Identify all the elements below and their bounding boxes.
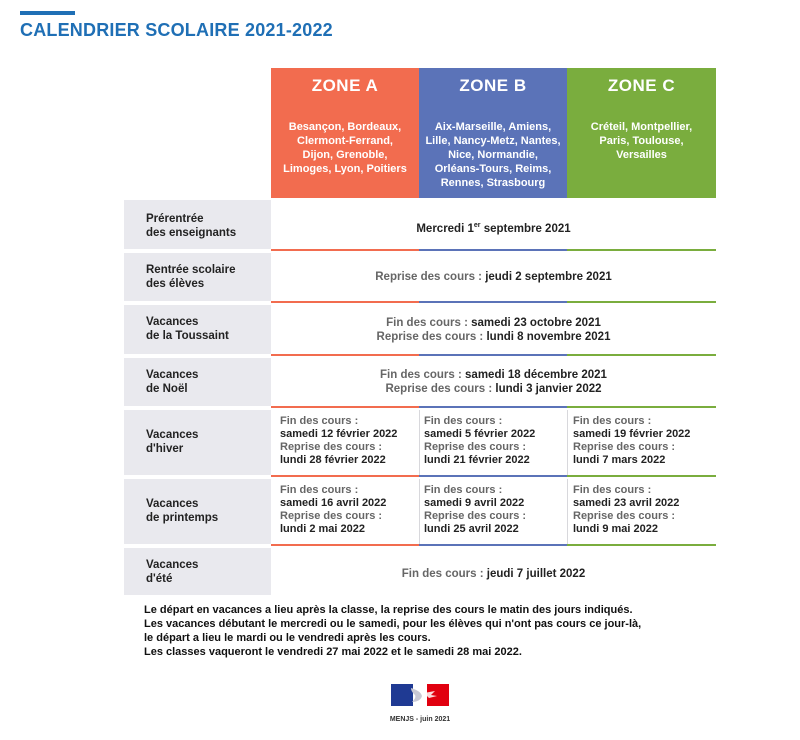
hiver-zone-c xyxy=(573,415,690,467)
city-line: Besançon, Bordeaux, xyxy=(288,121,402,133)
end-date: samedi 5 février 2022 xyxy=(424,428,536,440)
label-line: Prérentrée xyxy=(146,213,204,225)
city-line: Rennes, Strasbourg xyxy=(440,177,546,189)
row-label-prerentree xyxy=(124,200,271,249)
resume-date: lundi 21 février 2022 xyxy=(424,454,530,466)
city-line: Clermont-Ferrand, xyxy=(297,135,393,147)
resume-date: lundi 2 mai 2022 xyxy=(280,523,365,535)
zone-c-header: ZONE C xyxy=(567,68,716,104)
end-date: samedi 19 février 2022 xyxy=(573,428,691,440)
separator-zone-b xyxy=(419,354,567,356)
end-date: samedi 16 avril 2022 xyxy=(280,497,387,509)
page-title: CALENDRIER SCOLAIRE 2021-2022 xyxy=(20,20,333,40)
zone-a-cities xyxy=(271,104,419,198)
resume-date: lundi 7 mars 2022 xyxy=(573,454,666,466)
city-line: Lille, Nancy-Metz, Nantes, xyxy=(425,135,561,147)
separator-zone-a xyxy=(271,475,419,477)
city-line: Paris, Toulouse, xyxy=(599,135,684,147)
column-divider xyxy=(419,410,420,475)
note-line: Les vacances débutant le mercredi ou le samedi, pour les élèves qui n'ont pas cours ce jour-là, xyxy=(144,618,642,630)
note-line: Les classes vaqueront le vendredi 27 mai 2022 et le samedi 28 mai 2022. xyxy=(144,646,522,658)
separator-zone-b xyxy=(419,301,567,303)
end-label: Fin des cours : xyxy=(573,484,652,496)
marianne-logo-icon xyxy=(391,684,449,706)
row-body-ete xyxy=(271,548,716,595)
label-line: Rentrée scolaire xyxy=(146,264,236,276)
ete-end: Fin des cours : jeudi 7 juillet 2022 xyxy=(401,568,586,580)
resume-date: lundi 25 avril 2022 xyxy=(424,523,519,535)
separator-zone-c xyxy=(567,475,716,477)
city-line: Aix-Marseille, Amiens, xyxy=(434,121,552,133)
separator-zone-c xyxy=(567,249,716,251)
label-line: Vacances xyxy=(146,498,199,510)
label-line: Vacances xyxy=(146,316,199,328)
city-line: Versailles xyxy=(616,149,667,161)
resume-label: Reprise des cours : xyxy=(280,510,383,522)
separator-zone-a xyxy=(271,406,419,408)
resume-label: Reprise des cours : xyxy=(573,510,676,522)
label-line: des enseignants xyxy=(146,227,237,239)
printemps-zone-a xyxy=(280,484,386,536)
city-line: Nice, Normandie, xyxy=(448,149,538,161)
column-divider xyxy=(419,479,420,544)
label-line: d'été xyxy=(146,573,173,585)
resume-label: Reprise des cours : xyxy=(280,441,383,453)
end-label: Fin des cours : xyxy=(280,484,359,496)
title-accent-bar xyxy=(20,11,75,15)
end-date: samedi 23 avril 2022 xyxy=(573,497,680,509)
toussaint-end: Fin des cours : samedi 23 octobre 2021 xyxy=(386,317,601,329)
zone-b-cities xyxy=(419,104,567,198)
printemps-zone-c xyxy=(573,484,679,536)
separator-zone-a xyxy=(271,354,419,356)
separator-zone-c xyxy=(567,406,716,408)
zone-c-cities xyxy=(567,104,716,198)
label-line: Vacances xyxy=(146,369,199,381)
footer-credit: MENJS - juin 2021 xyxy=(389,716,451,723)
separator-zone-c xyxy=(567,544,716,546)
noel-end: Fin des cours : samedi 18 décembre 2021 xyxy=(380,369,607,381)
label-line: d'hiver xyxy=(146,443,184,455)
row-label-toussaint xyxy=(124,305,271,354)
row-body-rentree xyxy=(271,253,716,301)
end-label: Fin des cours : xyxy=(280,415,359,427)
label-line: de Noël xyxy=(146,383,188,395)
note-line: Le départ en vacances a lieu après la classe, la reprise des cours le matin des jours indiqués. xyxy=(144,604,633,616)
resume-date: lundi 28 février 2022 xyxy=(280,454,386,466)
label-line: de printemps xyxy=(146,512,219,524)
row-label-ete xyxy=(124,548,271,595)
column-divider xyxy=(567,479,568,544)
separator-zone-c xyxy=(567,301,716,303)
end-date: samedi 12 février 2022 xyxy=(280,428,398,440)
label-line: Vacances xyxy=(146,429,199,441)
row-body-prerentree xyxy=(271,200,716,249)
footnotes xyxy=(144,603,641,659)
label-line: des élèves xyxy=(146,278,205,290)
printemps-zone-b xyxy=(424,484,526,536)
resume-label: Reprise des cours : xyxy=(573,441,676,453)
separator-zone-c xyxy=(567,354,716,356)
row-label-printemps xyxy=(124,479,271,544)
column-divider xyxy=(567,410,568,475)
label-line: de la Toussaint xyxy=(146,330,229,342)
resume-label: Reprise des cours : xyxy=(424,441,527,453)
separator-zone-a xyxy=(271,544,419,546)
separator-zone-b xyxy=(419,406,567,408)
hiver-zone-b xyxy=(424,415,535,467)
row-body-noel xyxy=(271,358,716,406)
separator-zone-a xyxy=(271,249,419,251)
city-line: Limoges, Lyon, Poitiers xyxy=(283,163,407,175)
city-line: Créteil, Montpellier, xyxy=(590,121,693,133)
end-label: Fin des cours : xyxy=(424,415,503,427)
separator-zone-b xyxy=(419,544,567,546)
label-line: Vacances xyxy=(146,559,199,571)
row-label-rentree xyxy=(124,253,271,301)
end-date: samedi 9 avril 2022 xyxy=(424,497,525,509)
row-body-toussaint xyxy=(271,305,716,354)
separator-zone-b xyxy=(419,475,567,477)
hiver-zone-a xyxy=(280,415,397,467)
noel-resume: Reprise des cours : lundi 3 janvier 2022 xyxy=(385,383,602,395)
separator-zone-b xyxy=(419,249,567,251)
city-line: Orléans-Tours, Reims, xyxy=(434,163,552,175)
city-line: Dijon, Grenoble, xyxy=(302,149,388,161)
resume-label: Reprise des cours : xyxy=(424,510,527,522)
rentree-resume: Reprise des cours : jeudi 2 septembre 2021 xyxy=(375,271,612,283)
resume-date: lundi 9 mai 2022 xyxy=(573,523,658,535)
row-label-noel xyxy=(124,358,271,406)
zone-b-header: ZONE B xyxy=(419,68,567,104)
zone-a-header: ZONE A xyxy=(271,68,419,104)
toussaint-resume: Reprise des cours : lundi 8 novembre 2021 xyxy=(376,331,611,343)
end-label: Fin des cours : xyxy=(424,484,503,496)
end-label: Fin des cours : xyxy=(573,415,652,427)
row-label-hiver xyxy=(124,410,271,475)
separator-zone-a xyxy=(271,301,419,303)
note-line: le départ a lieu le mardi ou le vendredi après les cours. xyxy=(144,632,431,644)
prerentree-date: Mercredi 1er septembre 2021 xyxy=(416,222,571,235)
